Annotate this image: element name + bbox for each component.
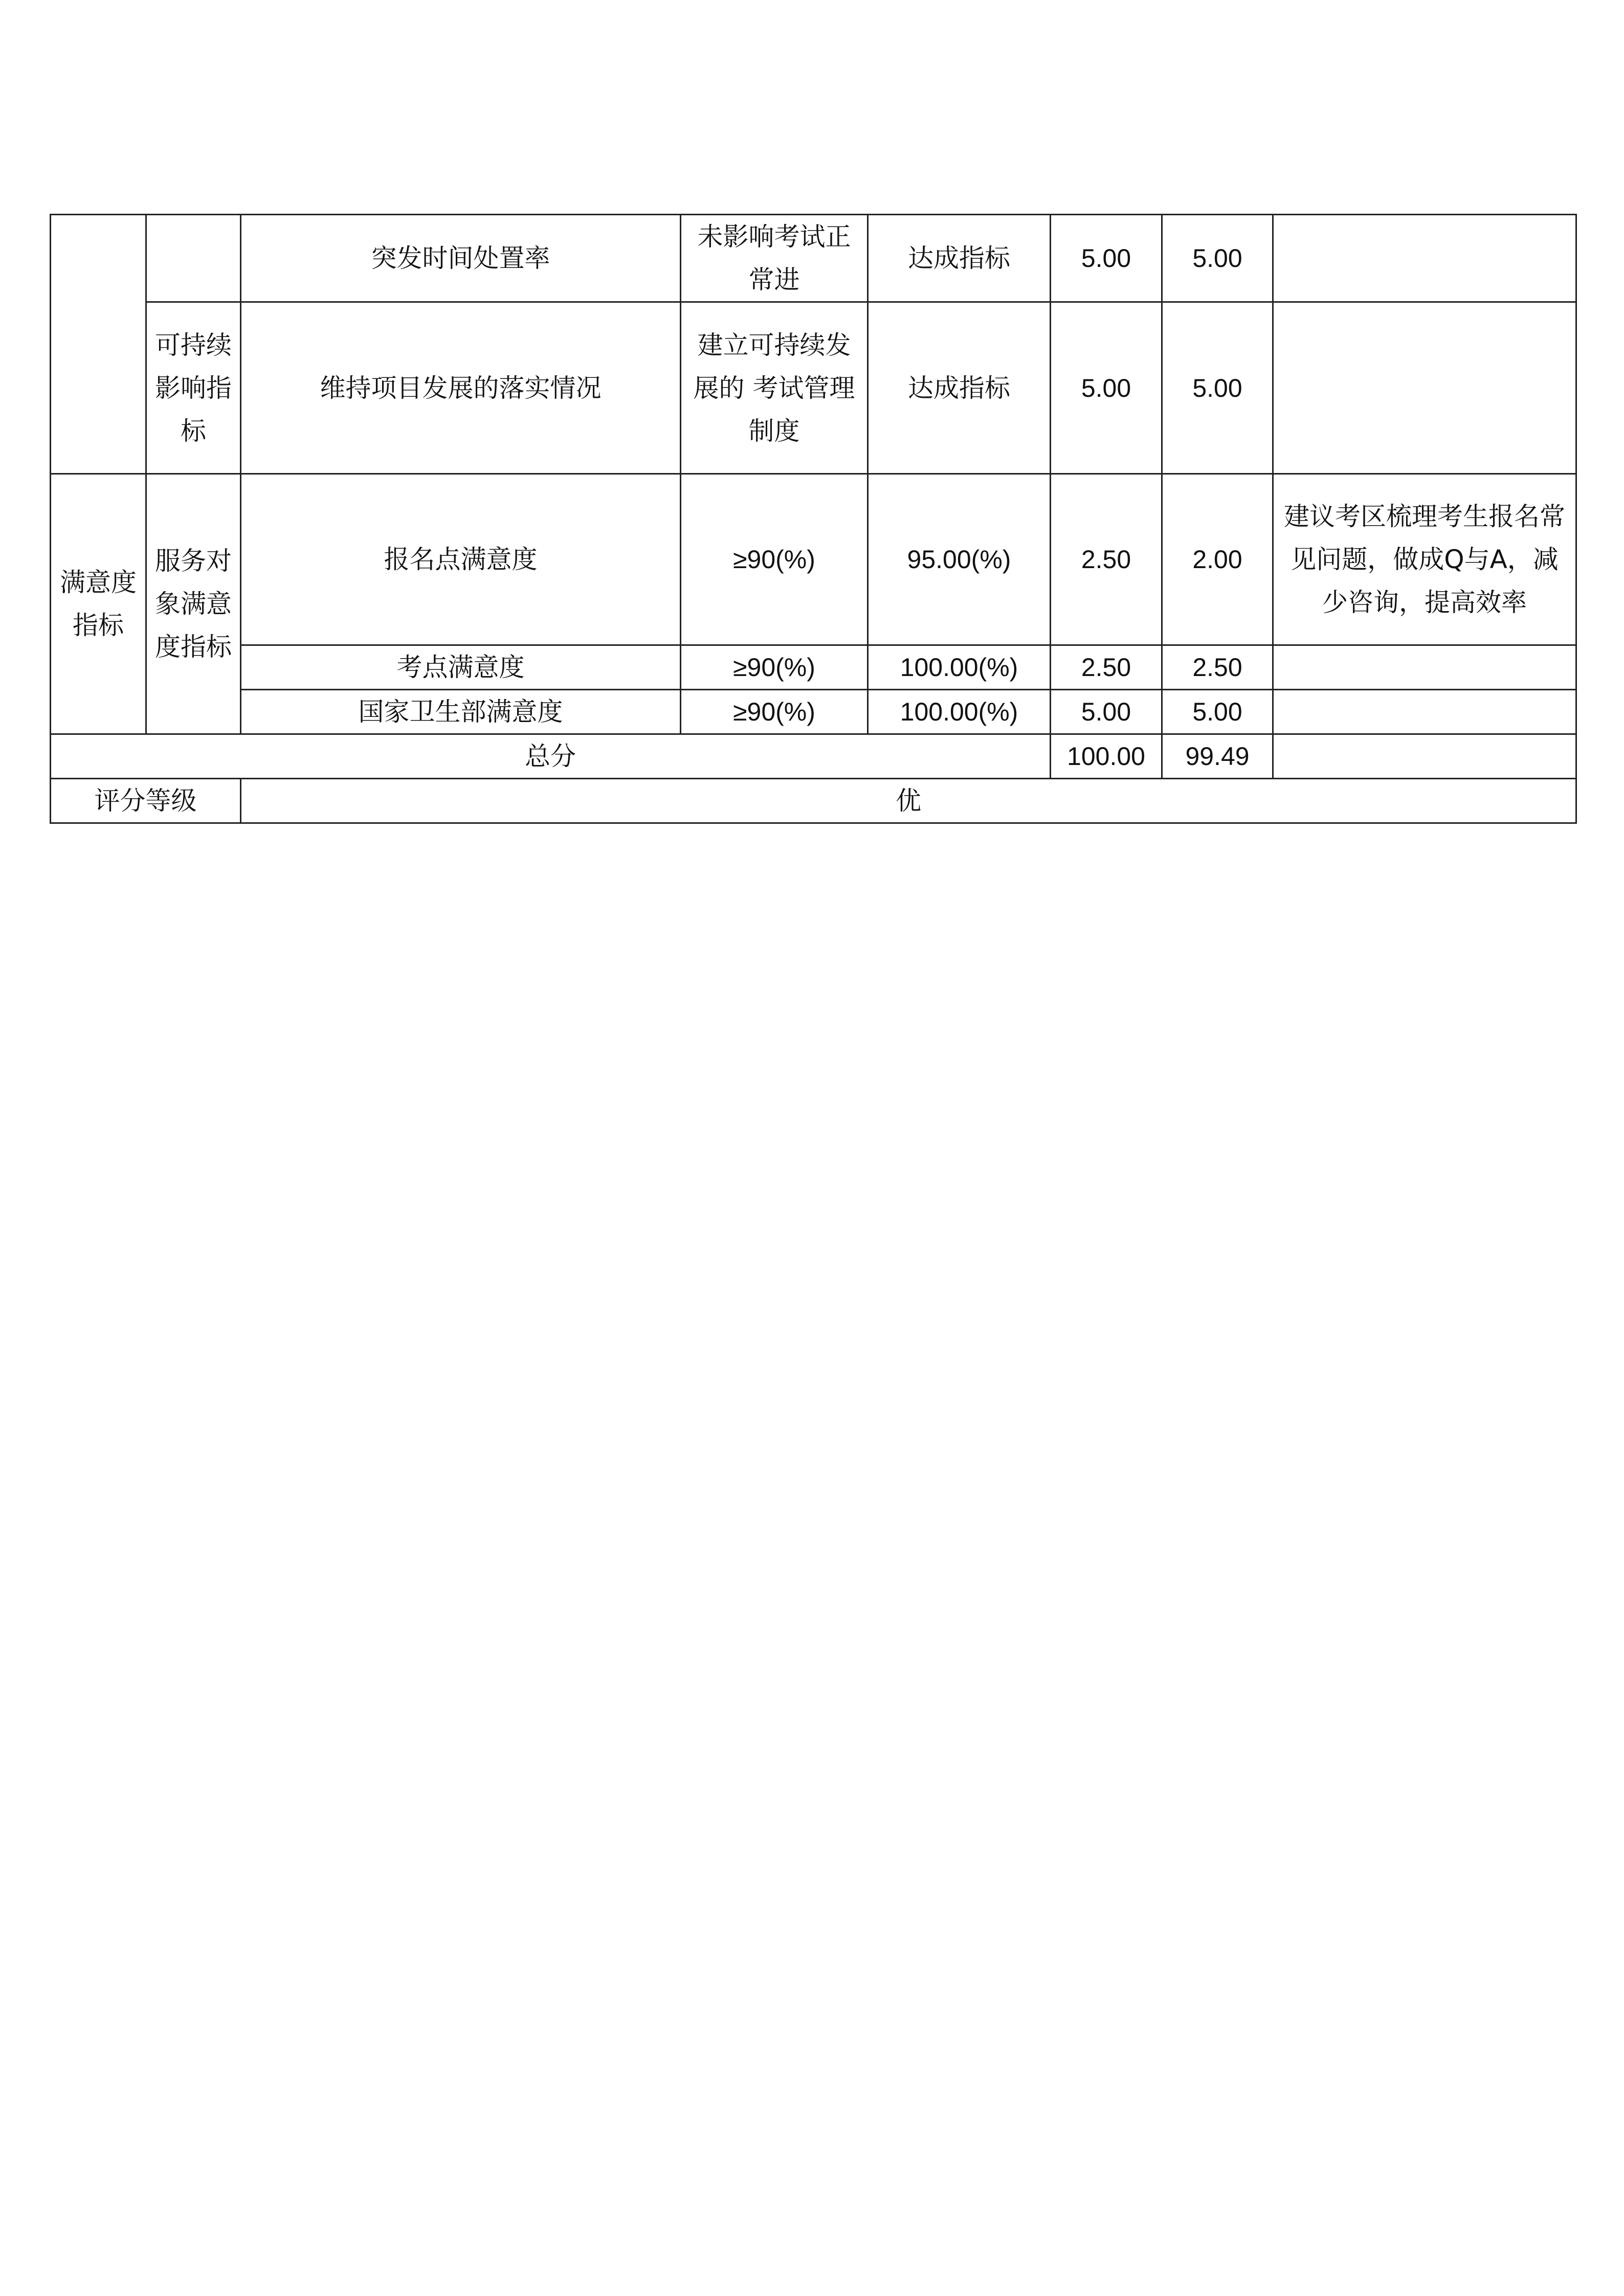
actual-cell: 95.00(%): [868, 474, 1051, 645]
weight-cell: 5.00: [1051, 690, 1162, 734]
total-row: [51, 734, 1576, 779]
total-remark: [1273, 734, 1576, 779]
score-cell: 5.00: [1162, 215, 1273, 302]
table-row: [51, 474, 1576, 645]
subcategory-cell: [146, 215, 241, 302]
grade-row: [51, 779, 1576, 823]
weight-cell: 5.00: [1051, 215, 1162, 302]
indicator-cell: 报名点满意度: [241, 474, 681, 645]
category-cell: [51, 215, 146, 474]
score-cell: 2.50: [1162, 645, 1273, 690]
remark-cell: [1273, 302, 1576, 474]
grade-value: 优: [241, 779, 1576, 823]
grade-label: 评分等级: [51, 779, 241, 823]
score-cell: 5.00: [1162, 690, 1273, 734]
actual-cell: 达成指标: [868, 302, 1051, 474]
score-cell: 2.00: [1162, 474, 1273, 645]
indicator-cell: 考点满意度: [241, 645, 681, 690]
actual-cell: 100.00(%): [868, 690, 1051, 734]
table-row: [51, 302, 1576, 474]
subcategory-cell: 可持续影响指标: [146, 302, 241, 474]
category-cell: 满意度指标: [51, 474, 146, 734]
actual-cell: 100.00(%): [868, 645, 1051, 690]
total-weight: 100.00: [1051, 734, 1162, 779]
target-cell: 未影响考试正常进: [681, 215, 868, 302]
table-row: [51, 690, 1576, 734]
target-cell: ≥90(%): [681, 690, 868, 734]
total-label: 总分: [51, 734, 1051, 779]
remark-cell: [1273, 690, 1576, 734]
score-cell: 5.00: [1162, 302, 1273, 474]
target-cell: 建立可持续发展的 考试管理制度: [681, 302, 868, 474]
weight-cell: 2.50: [1051, 474, 1162, 645]
subcategory-cell: 服务对象满意度指标: [146, 474, 241, 734]
weight-cell: 2.50: [1051, 645, 1162, 690]
target-cell: ≥90(%): [681, 474, 868, 645]
indicator-cell: 突发时间处置率: [241, 215, 681, 302]
indicator-cell: 维持项目发展的落实情况: [241, 302, 681, 474]
remark-cell: 建议考区梳理考生报名常见问题，做成Q与A，减少咨询，提高效率: [1273, 474, 1576, 645]
table-row: [51, 215, 1576, 302]
indicator-cell: 国家卫生部满意度: [241, 690, 681, 734]
actual-cell: 达成指标: [868, 215, 1051, 302]
target-cell: ≥90(%): [681, 645, 868, 690]
table-row: [51, 645, 1576, 690]
evaluation-table: [50, 214, 1577, 824]
weight-cell: 5.00: [1051, 302, 1162, 474]
remark-cell: [1273, 215, 1576, 302]
total-score: 99.49: [1162, 734, 1273, 779]
remark-cell: [1273, 645, 1576, 690]
